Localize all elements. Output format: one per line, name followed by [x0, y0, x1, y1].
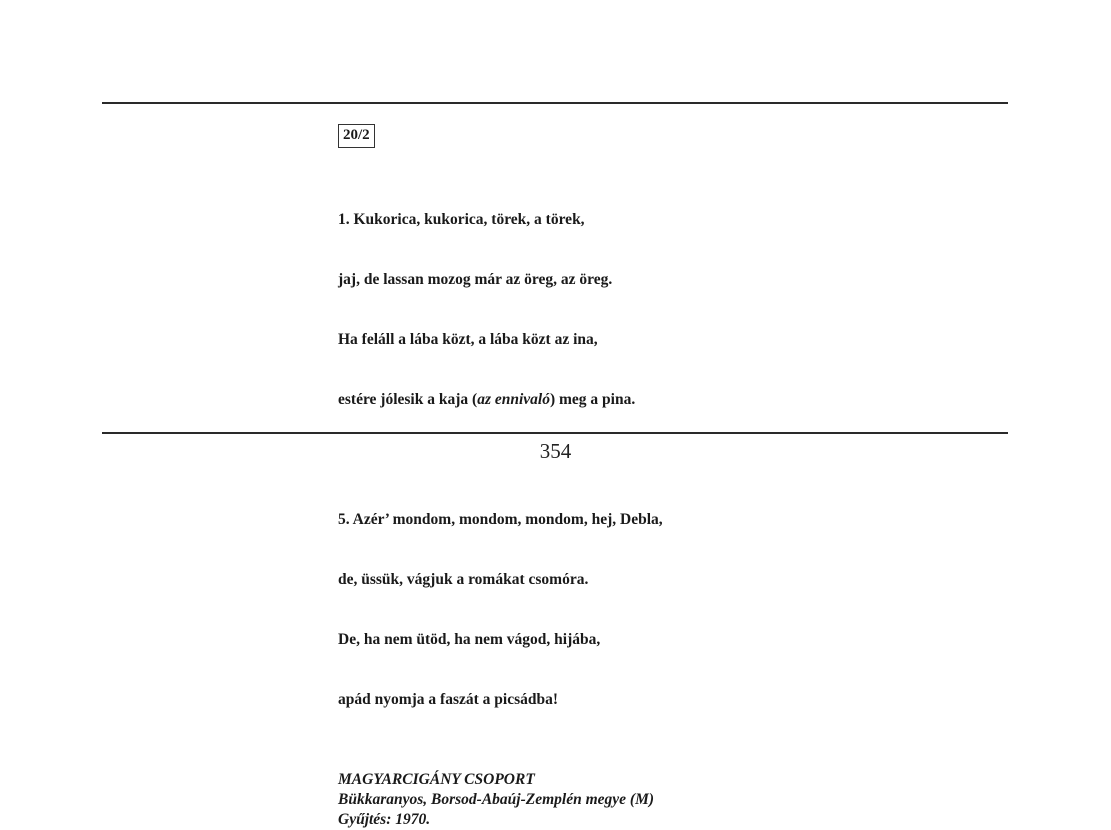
song-block [338, 124, 938, 830]
stanza-2-line-3: De, ha nem ütöd, ha nem vágod, hijába, [338, 631, 601, 648]
page-number: 354 [539, 439, 572, 463]
bottom-rule [102, 432, 1008, 434]
stanza-1-line-4-gloss: az ennivaló [477, 391, 550, 408]
stanza-1-line-4 [338, 390, 938, 410]
stanza-2-line-4: apád nyomja a faszát a picsádba! [338, 691, 559, 708]
stanza-1-line-2: jaj, de lassan mozog már az öreg, az öreg. [338, 271, 613, 288]
collection-year: Gyűjtés: 1970. [338, 811, 431, 828]
song-id-box: 20/2 [338, 124, 375, 148]
stanza-2 [338, 470, 938, 750]
stanza-1-line-4-end: ) meg a pina. [549, 391, 636, 408]
stanza-1-line-4-start: estére jólesik a kaja ( [338, 391, 478, 408]
stanza-2-line-2: de, üssük, vágjuk a romákat csomóra. [338, 571, 589, 588]
stanza-1-line-3: Ha feláll a lába közt, a lába közt az ina, [338, 331, 598, 348]
location: Bükkaranyos, Borsod-Abaúj-Zemplén megye (M) [338, 791, 655, 808]
source-info [338, 770, 938, 830]
stanza-1 [338, 170, 938, 450]
stanza-2-line-1: 5. Azér’ mondom, mondom, mondom, hej, Debla, [338, 511, 663, 528]
group-name: MAGYARCIGÁNY CSOPORT [338, 771, 535, 788]
stanza-1-line-1: 1. Kukorica, kukorica, törek, a törek, [338, 211, 585, 228]
top-rule [102, 102, 1008, 104]
